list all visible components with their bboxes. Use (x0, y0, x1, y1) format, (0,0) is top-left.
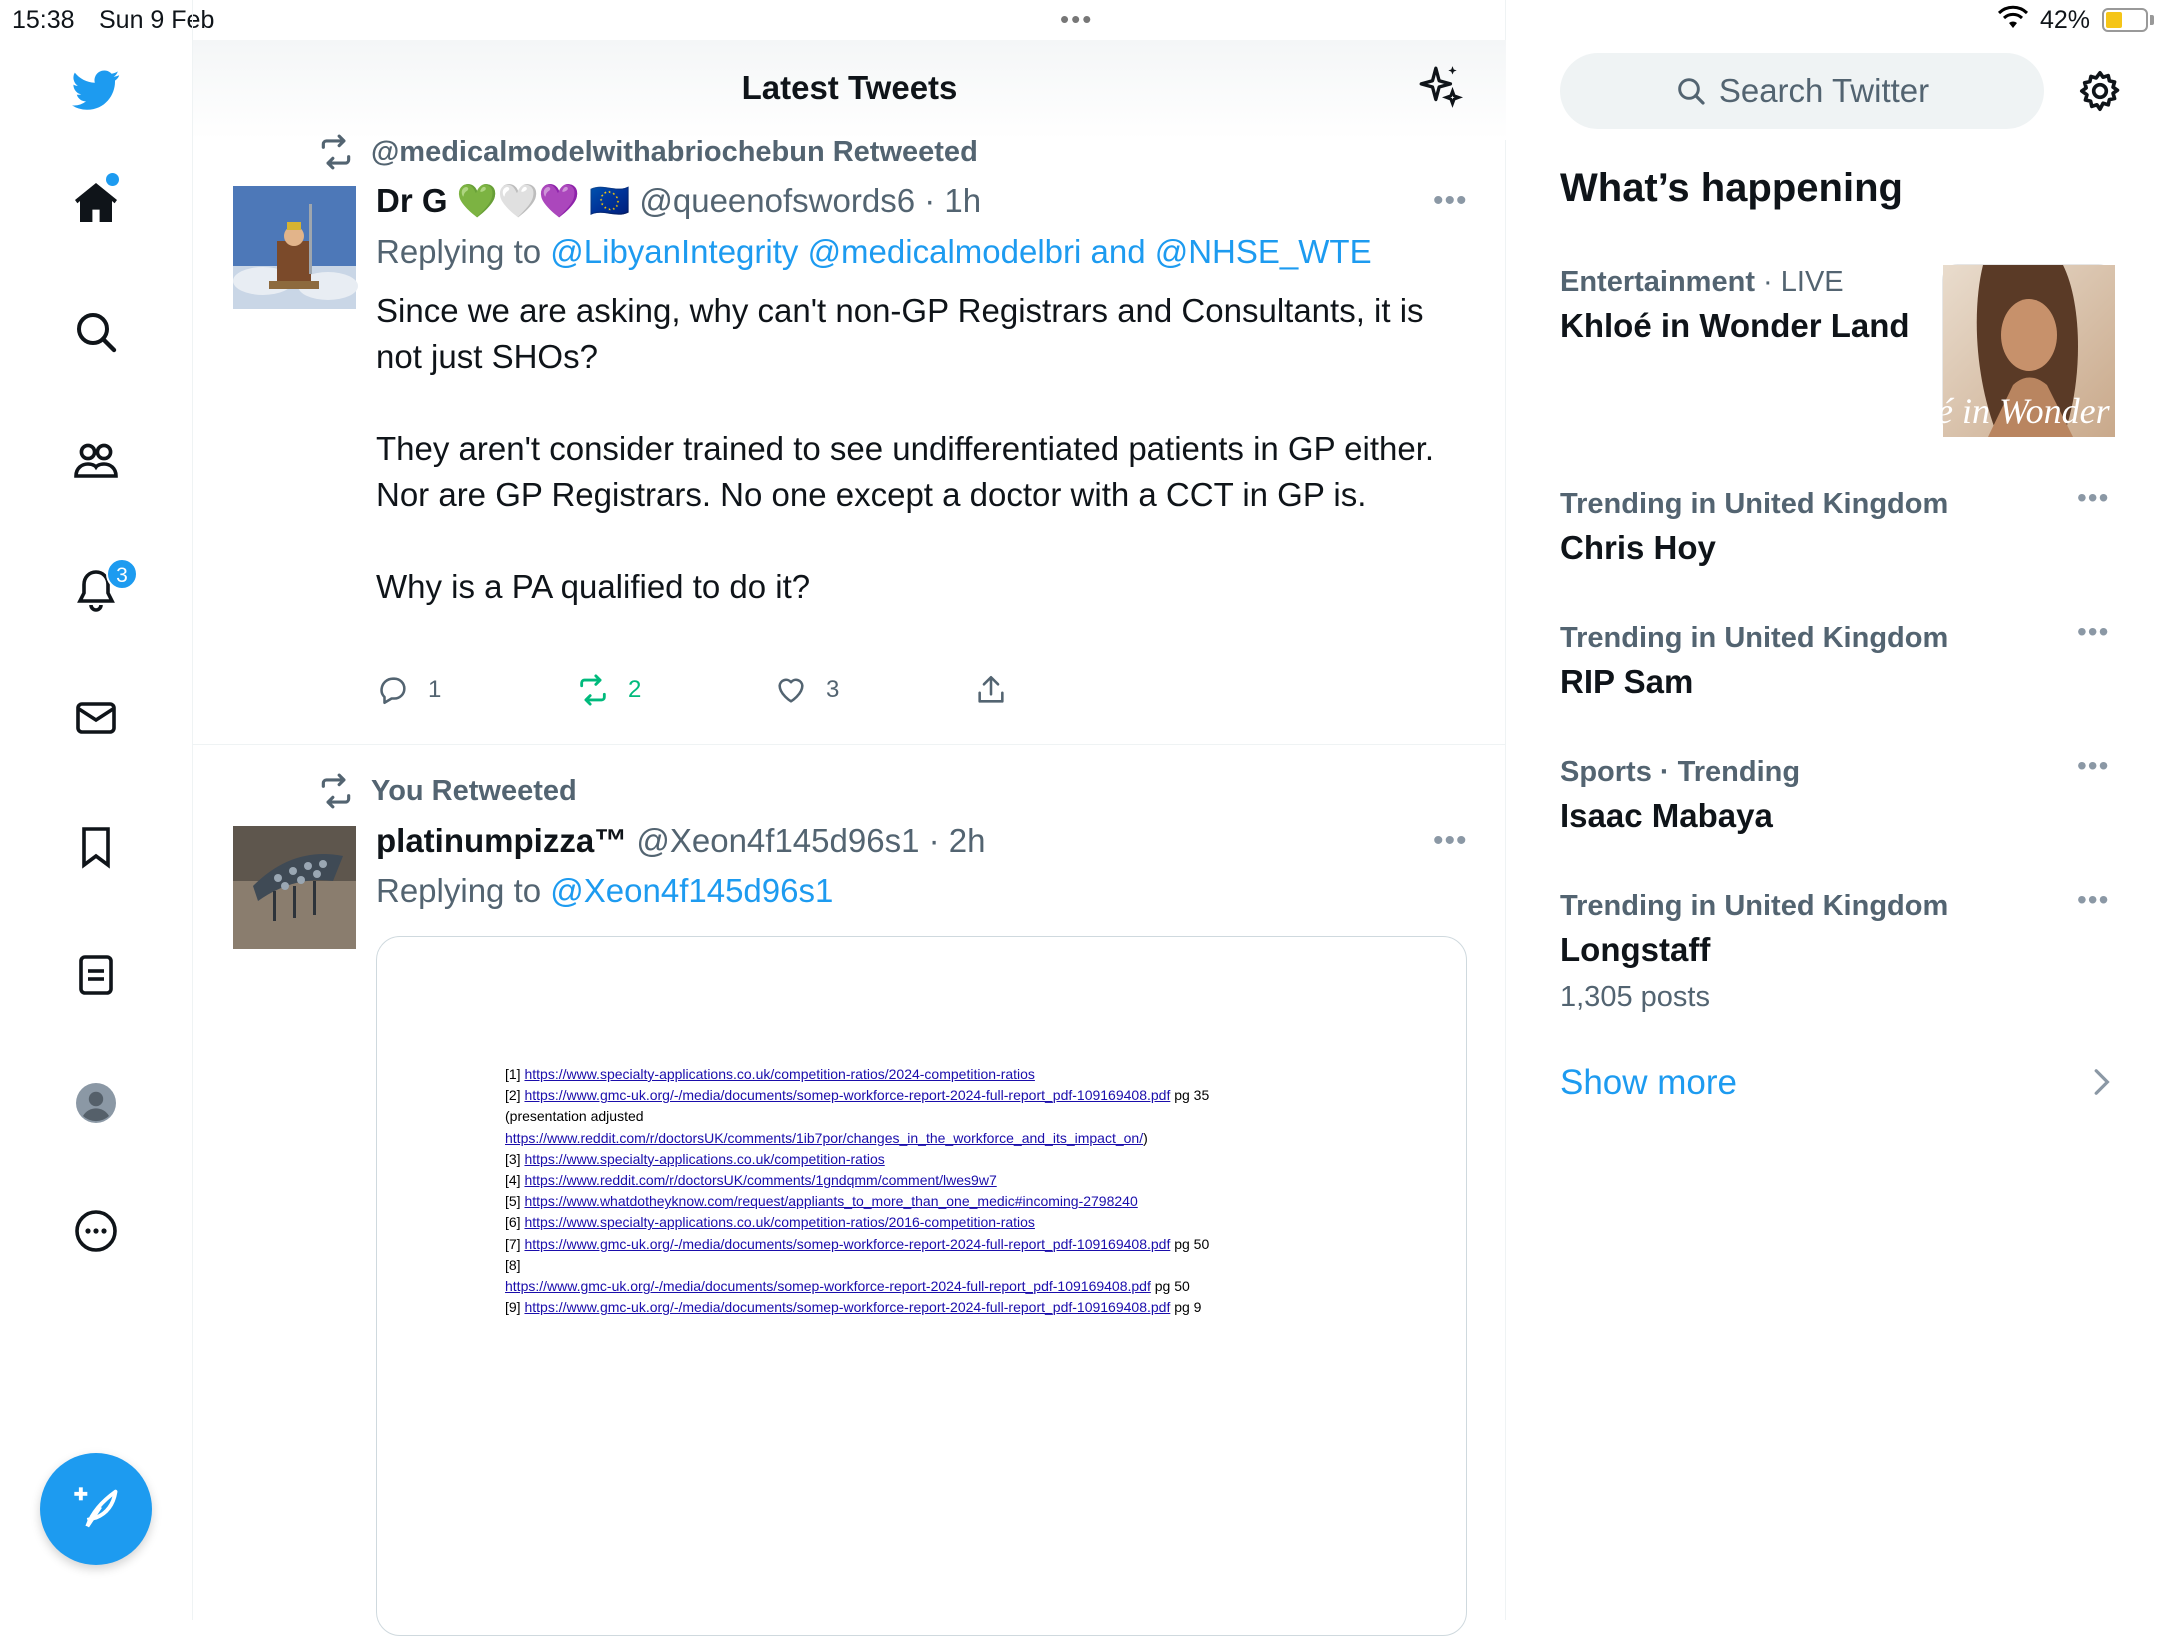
doc-line-prefix: (presentation adjusted (505, 1108, 644, 1125)
chevron-right-icon (2088, 1066, 2114, 1098)
like-count: 3 (826, 676, 840, 703)
doc-line-link: https://www.specialty-applications.co.uk/competition-ratios/2024-competition-ratios (524, 1066, 1035, 1082)
battery-percent: 42% (2040, 6, 2091, 34)
doc-line-prefix: [1] (505, 1066, 525, 1082)
trend-live: · LIVE (1754, 266, 1844, 298)
retweet-context-label: @medicalmodelwithabriochebun Retweeted (371, 135, 978, 168)
doc-line (505, 1191, 1209, 1212)
communities-icon[interactable] (66, 430, 126, 490)
share-icon (974, 673, 1008, 707)
trend-thumbnail[interactable] (1937, 264, 2139, 436)
display-name[interactable]: platinumpizza™ (376, 822, 628, 859)
tweet-header (376, 182, 981, 221)
bookmarks-icon[interactable] (66, 817, 126, 877)
doc-line-prefix: [6] (505, 1214, 525, 1231)
doc-line-suffix: ) (1143, 1129, 1148, 1146)
trend-more-icon[interactable]: ••• (2077, 616, 2110, 647)
reply-mentions[interactable]: @Xeon4f145d96s1 (550, 872, 834, 909)
trend-category: Trending in United Kingdom (1560, 488, 1949, 520)
replying-to-prefix: Replying to (376, 233, 551, 270)
tweet-header (376, 822, 985, 860)
show-more-link[interactable]: Show more (1560, 1063, 1738, 1102)
home-unread-dot (106, 173, 119, 186)
doc-line-link: https://www.reddit.com/r/doctorsUK/comments/1ib7por/changes_in_the_workforce_and_its_impact_on/ (505, 1129, 1144, 1146)
retweet-context-label: You Retweeted (371, 774, 577, 807)
retweet-icon (317, 772, 355, 810)
doc-line-prefix: [2] (505, 1087, 525, 1104)
trend-category: Trending in United Kingdom (1560, 622, 1949, 654)
doc-line (505, 1170, 1209, 1191)
tweet-actions (376, 673, 1096, 713)
retweet-context (317, 772, 577, 810)
left-nav (0, 0, 193, 1620)
heart-icon (774, 673, 808, 707)
trend-more-icon[interactable]: ••• (2077, 482, 2110, 513)
doc-line (505, 1297, 1209, 1318)
timestamp[interactable]: · 2h (928, 822, 986, 859)
trend-meta (1560, 890, 2120, 923)
trend-title: Khloé in Wonder Land (1560, 307, 1910, 344)
messages-icon[interactable] (66, 688, 126, 748)
doc-line-link: https://www.gmc-uk.org/-/media/documents/somep-workforce-report-2024-full-report_pdf-109169408.pdf (524, 1087, 1171, 1104)
whats-happening-heading: What’s happening (1560, 166, 1903, 210)
feather-plus-icon (70, 1483, 122, 1535)
search-placeholder: Search Twitter (1718, 72, 1930, 109)
doc-line (505, 1085, 1209, 1106)
share-button[interactable] (974, 673, 1026, 707)
avatar[interactable] (233, 186, 356, 309)
doc-line-suffix: pg 9 (1170, 1299, 1202, 1316)
retweet-button[interactable] (576, 673, 641, 707)
doc-line-prefix: [7] (505, 1235, 525, 1252)
right-sidebar (1506, 0, 2160, 1620)
tweet-more-icon[interactable]: ••• (1433, 184, 1468, 217)
trend-item[interactable] (1560, 750, 2120, 835)
replying-to-prefix: Replying to (376, 872, 551, 909)
doc-line (505, 1064, 1209, 1085)
search-icon (1675, 75, 1707, 107)
doc-line-link: https://www.gmc-uk.org/-/media/documents/somep-workforce-report-2024-full-report_pdf-109169408.pdf (524, 1299, 1171, 1316)
replying-to (376, 872, 833, 910)
notifications-badge: 3 (106, 558, 138, 590)
settings-gear-icon[interactable] (2077, 68, 2123, 114)
display-name[interactable]: Dr G 💚🤍💜 🇪🇺 (376, 182, 631, 219)
doc-line-prefix: [4] (505, 1172, 525, 1189)
retweet-context (317, 133, 978, 171)
trend-category: Trending in United Kingdom (1560, 890, 1949, 922)
reply-count: 1 (428, 676, 442, 703)
trend-item[interactable] (1560, 482, 2120, 567)
replying-to (376, 233, 1372, 271)
thumbnail-caption: é in Wonder L (1937, 391, 2139, 431)
trend-more-icon[interactable]: ••• (2077, 750, 2110, 781)
doc-line (505, 1212, 1209, 1233)
tweet-paragraph: Since we are asking, why can't non-GP Registrars and Consultants, it is not just SHOs? (376, 292, 1424, 375)
reply-icon (376, 673, 410, 707)
trend-meta (1560, 756, 2120, 789)
trend-title: Longstaff (1560, 931, 1711, 968)
handle[interactable]: @queenofswords6 (639, 182, 916, 219)
doc-line (505, 1276, 1209, 1297)
tweet-more-icon[interactable]: ••• (1433, 824, 1468, 857)
handle[interactable]: @Xeon4f145d96s1 (636, 822, 920, 859)
trend-title: Isaac Mabaya (1560, 797, 1773, 834)
twitter-logo-icon[interactable] (66, 60, 126, 120)
doc-line-prefix: [5] (505, 1193, 525, 1210)
doc-line (505, 1128, 1209, 1149)
lists-icon[interactable] (66, 945, 126, 1005)
doc-line-link: https://www.specialty-applications.co.uk/competition-ratios/2016-competition-ratios (524, 1214, 1035, 1231)
more-options-icon[interactable] (66, 1201, 126, 1261)
multitask-dots-icon[interactable]: ••• (1060, 4, 1094, 34)
search-icon[interactable] (66, 302, 126, 362)
tweet-paragraph: They aren't consider trained to see undifferentiated patients in GP either. Nor are GP Registrars. No one except a doctor with a CCT in GP is. (376, 430, 1435, 513)
doc-line-prefix: [8] (505, 1256, 521, 1273)
doc-line-link: https://www.gmc-uk.org/-/media/documents/somep-workforce-report-2024-full-report_pdf-109169408.pdf (505, 1278, 1151, 1295)
trend-more-icon[interactable]: ••• (2077, 884, 2110, 915)
like-button[interactable] (774, 673, 839, 707)
doc-line-link: https://www.specialty-applications.co.uk/competition-ratios (524, 1150, 885, 1167)
doc-line-suffix: pg 50 (1150, 1278, 1190, 1295)
doc-line-link: https://www.gmc-uk.org/-/media/documents/somep-workforce-report-2024-full-report_pdf-109169408.pdf (524, 1235, 1171, 1252)
trend-meta (1560, 488, 2120, 521)
retweet-count: 2 (628, 676, 642, 703)
doc-line-link: https://www.reddit.com/r/doctorsUK/comments/1gndqmm/comment/lwes9w7 (524, 1172, 997, 1189)
tweet-text (376, 288, 1456, 610)
trend-title: Chris Hoy (1560, 529, 1716, 566)
doc-line-suffix: pg 50 (1170, 1235, 1210, 1252)
trend-title: RIP Sam (1560, 663, 1694, 700)
trend-post-count: 1,305 posts (1560, 981, 1710, 1013)
doc-line (505, 1106, 1209, 1127)
doc-line-link: https://www.whatdotheyknow.com/request/appliants_to_more_than_one_medic#incoming-2798240 (524, 1193, 1138, 1210)
document-reference-list (505, 1064, 1209, 1318)
doc-line-prefix: [3] (505, 1150, 525, 1167)
page-title: Latest Tweets (741, 69, 958, 106)
profile-icon[interactable] (66, 1073, 126, 1133)
trend-category: Sports · Trending (1560, 756, 1801, 788)
tweet-paragraph: Why is a PA qualified to do it? (376, 568, 811, 605)
trend-category: Entertainment (1560, 266, 1755, 298)
attached-image-card[interactable] (376, 936, 1467, 1636)
compose-tweet-button[interactable] (40, 1453, 152, 1565)
tweet-divider (193, 744, 1506, 745)
search-box[interactable] (1560, 53, 2044, 129)
retweet-icon (317, 133, 355, 171)
doc-line (505, 1149, 1209, 1170)
doc-line-prefix: [9] (505, 1299, 525, 1316)
trend-meta (1560, 622, 2120, 655)
reply-mentions[interactable]: @LibyanIntegrity @medicalmodelbri and @NHSE_WTE (550, 233, 1372, 270)
trend-item[interactable] (1560, 884, 2120, 1014)
timestamp[interactable]: · 1h (924, 182, 982, 219)
doc-line (505, 1234, 1209, 1255)
avatar[interactable] (233, 826, 356, 949)
main-timeline (193, 0, 1506, 1620)
status-date: Sun 9 Feb (99, 6, 215, 34)
doc-line (505, 1255, 1209, 1276)
trend-item[interactable] (1560, 616, 2120, 701)
status-time: 15:38 (12, 6, 75, 34)
retweet-icon (576, 673, 610, 707)
sparkle-icon[interactable] (1415, 62, 1465, 112)
reply-button[interactable] (376, 673, 441, 707)
doc-line-suffix: pg 35 (1170, 1087, 1210, 1104)
